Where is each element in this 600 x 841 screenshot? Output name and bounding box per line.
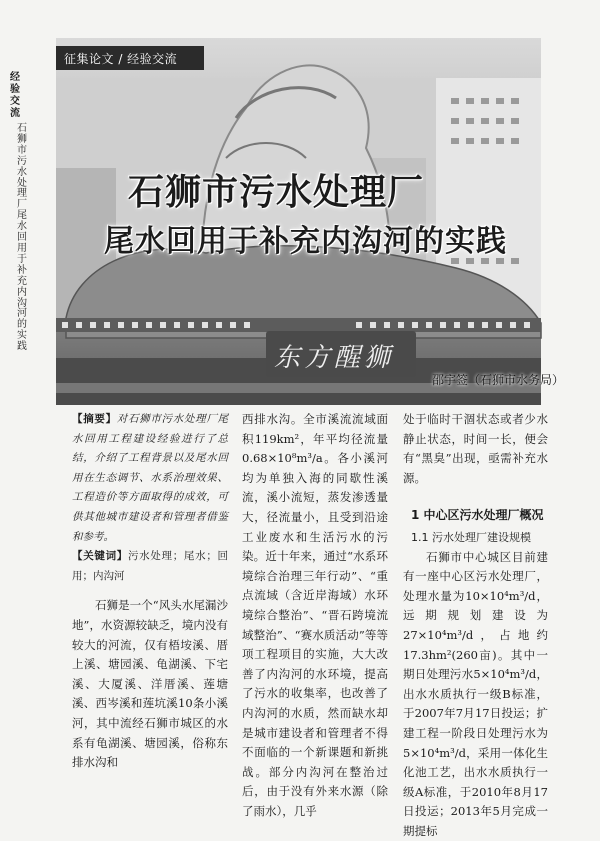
abstract [72,410,228,547]
article-title-line1: 石狮市污水处理厂 [128,172,425,213]
section-heading: 1 中心区污水处理厂概况 [411,508,544,523]
side-article-title: 石狮市污水处理厂尾水回用于补充内沟河的实践 [17,123,27,353]
hero-photo [56,38,565,405]
article-title-line2: 尾水回用于补充内沟河的实践 [104,224,507,259]
column-3 [403,410,548,841]
section-tag: 征集论文 / 经验交流 [56,46,204,70]
body-paragraph: 处于临时干涸状态或者少水静止状态，时间一长，便会有“黑臭”出现，亟需补充水源。 [403,412,548,485]
subsection-heading: 1.1 污水处理厂建设规模 [411,530,531,544]
keywords-text: 污水处理；尾水；回用；内沟河 [72,550,229,582]
monument-inscription: 东方醒狮 [274,343,395,373]
side-band [0,0,56,747]
body-paragraph: 石狮市中心城区目前建有一座中心区污水处理厂，处理水量为10×10⁴m³/d，远期规划建设为27×10⁴m³/d，占地约17.3hm²(260亩)。其中一期日处理污水5×10⁴m³/d，出水水质执行一级B标准，于2007年7月17日投运；扩建工程一阶段日处理污水为5×10⁴m³/d，采用一体化生化池工艺，出水水质执行一级A标准，于2010年8月17日投运；2013年5月完成一期提标 [403,549,548,838]
abstract-text: 对石狮市污水处理厂尾水回用工程建设经验进行了总结，介绍了工程背景以及尾水回用在生态调节、水系治理效果、工程造价等方面取得的成效，可供其他城市建设者和管理者借鉴和参考。 [72,413,229,543]
column-2 [242,410,388,821]
monument-stone [266,331,416,377]
keywords [72,547,228,586]
keywords-label: 【关键词】 [72,550,128,563]
body-paragraph: 西排水沟。全市溪流流域面积119km²，年平均径流量0.68×10⁸m³/a。各小溪河均为单独入海的同歇性溪流，溪小流短，蒸发渗透量大，径流量小，且受到沿途工业废水和生活污水的污染。近十年来，通过“水系环境综合治理三年行动”、“重点流域（含近岸海域）水环境综合整治”、“晋石跨境流域整治”、“赛水质活动”等等项工程项目的实施，大大改善了内沟河的水环境，提高了污水的收集率，也改善了内沟河的水质，然而缺水却是城市建设者和管理者不得不面临的一个新课题和新挑战。部分内沟河在整治过后，由于没有外来水源（除了雨水），几乎 [242,412,388,818]
column-1 [72,410,228,773]
side-category: 经验交流 [10,72,20,119]
author-byline: 邵宇签（石狮市水务局） [432,373,565,387]
body-paragraph: 石狮是一个“风头水尾漏沙地”，水资源较缺乏，境内没有较大的河流，仅有梧垵溪、厝上溪、塘园溪、龟湖溪、下宅溪、大厦溪、洋厝溪、莲塘溪、西岑溪和莲坑溪10条小溪河，其中流经石狮市城区的水系有龟湖溪、塘园溪，俗称东排水沟和 [72,598,228,770]
abstract-label: 【摘要】 [72,413,117,425]
